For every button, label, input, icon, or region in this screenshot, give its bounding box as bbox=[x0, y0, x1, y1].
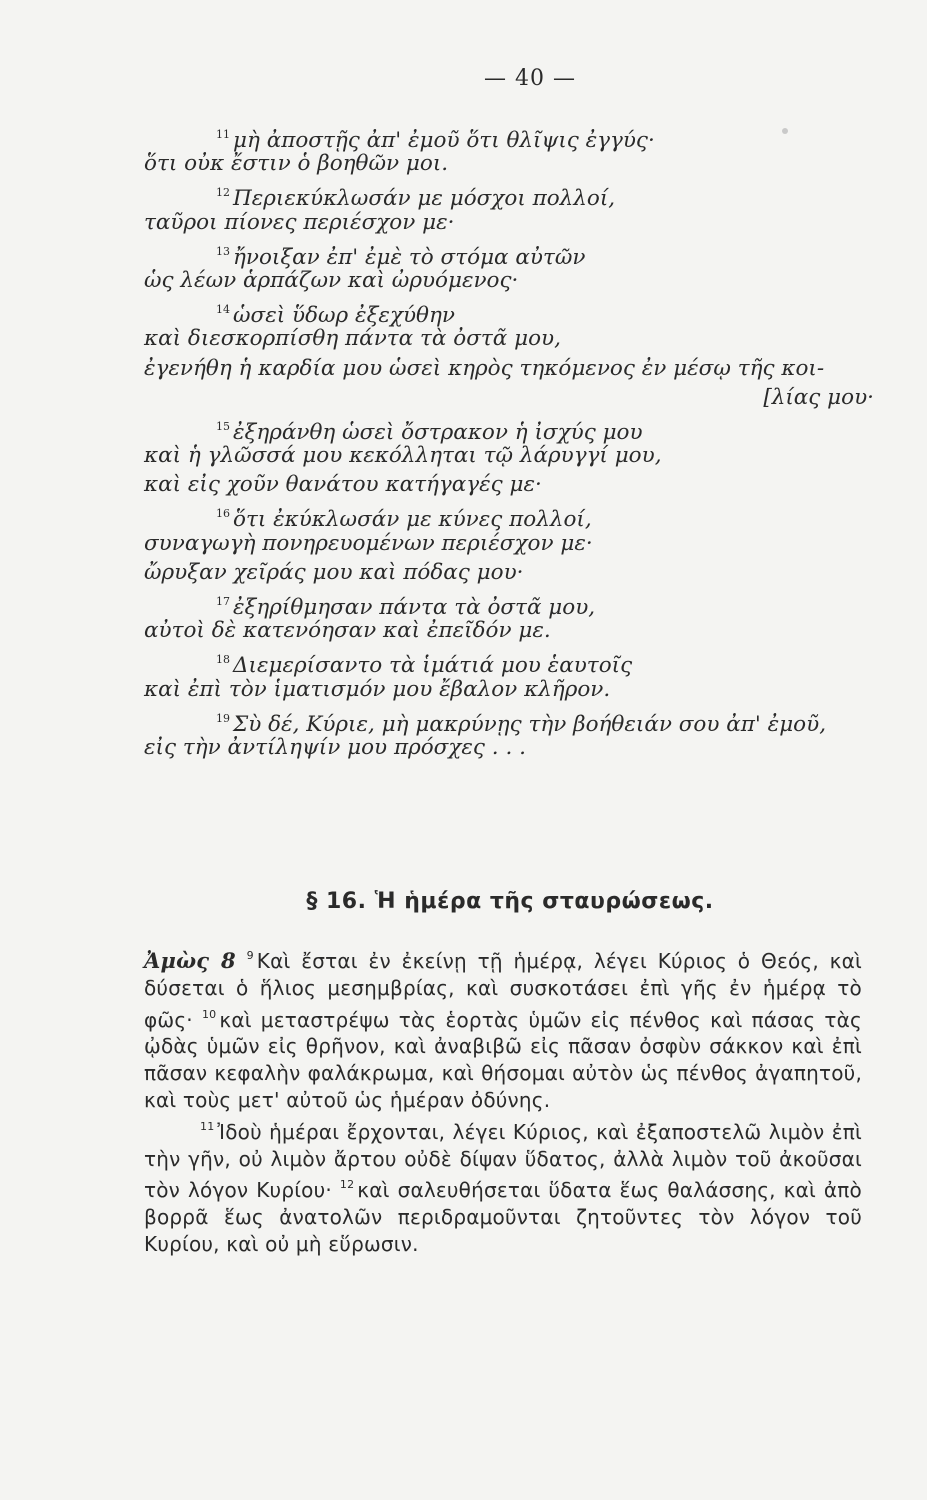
verse-number: 19 bbox=[216, 711, 230, 725]
psalm-line bbox=[144, 441, 904, 470]
psalm-line bbox=[144, 266, 904, 295]
amos-paragraph bbox=[144, 1114, 862, 1258]
psalm-line-text: ἤνοιξαν ἐπ' ἐμὲ τὸ στόμα αὐτῶν bbox=[233, 244, 586, 270]
psalm-line bbox=[144, 587, 904, 620]
verse-text: Ἰδοὺ ἡμέραι ἔρχονται, λέγει Κύριος, καὶ ἐξαποστελῶ λιμὸν ἐπὶ τὴν γῆν, οὐ λιμὸν ἄρτου οὐδὲ δίψαν ὕδατος, ἀλλὰ λιμὸν τοῦ ἀκοῦσαι τὸν λόγον Κυρίου· bbox=[144, 1119, 862, 1203]
verse-number: 11 bbox=[216, 128, 230, 141]
verse-number: 12 bbox=[339, 1178, 355, 1192]
psalm-line bbox=[144, 733, 904, 762]
psalm-line-text: ἐξηρίθμησαν πάντα τὰ ὀστᾶ μου, bbox=[233, 595, 596, 620]
psalm-line-text: ὡς λέων ἁρπάζων καὶ ὠρυόμενος· bbox=[144, 267, 519, 293]
verse-number: 17 bbox=[216, 595, 230, 608]
psalm-line-text: ἐξηράνθη ὡσεὶ ὄστρακον ἡ ἰσχύς μου bbox=[233, 419, 643, 445]
section-title: Ἡ ἡμέρα τῆς σταυρώσεως. bbox=[374, 889, 714, 914]
psalm-line-text: καὶ διεσκορπίσθη πάντα τὰ ὀστᾶ μου, bbox=[144, 326, 561, 352]
psalm-line-text: ταῦροι πίονες περιέσχον με· bbox=[144, 209, 455, 235]
psalm-line-text: ὤρυξαν χεῖράς μου καὶ πόδας μου· bbox=[144, 559, 524, 585]
scripture-reference: Ἀμὼς 8 bbox=[144, 948, 236, 973]
psalm-line bbox=[144, 645, 904, 679]
amos-paragraph bbox=[144, 943, 862, 1114]
psalm-line bbox=[144, 120, 904, 153]
psalm-line bbox=[144, 704, 904, 737]
psalm-line-text: ὅτι οὐκ ἔστιν ὁ βοηθῶν μοι. bbox=[144, 151, 449, 177]
psalm-line bbox=[144, 354, 904, 383]
psalm-line bbox=[144, 412, 904, 445]
psalm-line bbox=[144, 178, 904, 212]
psalm-line-text: ὅτι ἐκύκλωσάν με κύνες πολλοί, bbox=[233, 507, 592, 533]
psalm-line-text: αὐτοὶ δὲ κατενόησαν καὶ ἐπεῖδόν με. bbox=[144, 618, 551, 644]
psalm-line-text: μὴ ἀποστῇς ἀπ' ἐμοῦ ὅτι θλῖψις ἐγγύς· bbox=[233, 128, 655, 153]
psalm-line-text: καὶ ἐπὶ τὸν ἱματισμόν μου ἔβαλον κλῆρον. bbox=[144, 676, 611, 702]
psalm-line bbox=[144, 149, 904, 178]
verse-number: 9 bbox=[246, 949, 254, 962]
psalm-line bbox=[144, 295, 904, 329]
verse-text: καὶ σαλευθήσεται ὕδατα ἕως θαλάσσης, καὶ ἀπὸ βορρᾶ ἕως ἀνατολῶν περιδραμοῦνται ζητοῦντες τὸν λόγον τοῦ Κυρίου, καὶ οὐ μὴ εὕρωσιν. bbox=[144, 1178, 862, 1256]
verse-number: 16 bbox=[216, 507, 230, 521]
psalm-line bbox=[144, 324, 904, 353]
verse-number: 13 bbox=[216, 244, 230, 258]
psalm-line bbox=[144, 616, 904, 645]
psalm-line bbox=[144, 558, 904, 587]
psalm-line bbox=[144, 529, 904, 558]
psalm-line bbox=[144, 470, 904, 499]
psalm-line-text: συναγωγὴ πονηρευομένων περιέσχον με· bbox=[144, 530, 593, 556]
psalm-line bbox=[144, 383, 904, 412]
psalm-line-text: καὶ εἰς χοῦν θανάτου κατήγαγές με· bbox=[144, 472, 542, 498]
psalm-line-text: καὶ ἡ γλῶσσά μου κεκόλληται τῷ λάρυγγί μου, bbox=[144, 443, 662, 469]
verse-number: 11 bbox=[200, 1119, 215, 1133]
section-heading bbox=[0, 889, 927, 914]
psalm-passage bbox=[144, 120, 904, 762]
psalm-line-text: [λίας μου· bbox=[763, 384, 874, 410]
psalm-line-text: εἰς τὴν ἀντίληψίν μου πρόσχες . . . bbox=[144, 734, 526, 760]
psalm-line-text: ὡσεὶ ὕδωρ ἐξεχύθην bbox=[233, 303, 455, 329]
verse-text: Καὶ ἔσται ἐν ἐκείνῃ τῇ ἡμέρᾳ, λέγει Κύριος ὁ Θεός, καὶ δύσεται ὁ ἥλιος μεσημβρίας, καὶ συσκοτάσει ἐπὶ γῆς ἐν ἡμέρᾳ τὸ φῶς· bbox=[144, 949, 862, 1032]
verse-number: 15 bbox=[216, 419, 230, 433]
psalm-line bbox=[144, 499, 904, 533]
amos-passage bbox=[144, 943, 862, 1258]
psalm-line-text: Περιεκύκλωσάν με μόσχοι πολλοί, bbox=[233, 186, 616, 212]
psalm-line bbox=[144, 208, 904, 237]
verse-number: 18 bbox=[216, 653, 230, 667]
psalm-line-text: Διεμερίσαντο τὰ ἱμάτιά μου ἑαυτοῖς bbox=[233, 653, 633, 679]
verse-number: 14 bbox=[216, 303, 230, 317]
psalm-line bbox=[144, 675, 904, 704]
verse-number: 12 bbox=[216, 186, 230, 200]
page-number: — 40 — bbox=[484, 66, 576, 91]
psalm-line-text: Σὺ δέ, Κύριε, μὴ μακρύνῃς τὴν βοήθειάν σου ἀπ' ἐμοῦ, bbox=[233, 711, 827, 737]
section-number: § 16. bbox=[306, 889, 367, 914]
psalm-line-text: ἐγενήθη ἡ καρδία μου ὡσεὶ κηρὸς τηκόμενος ἐν μέσῳ τῆς κοι- bbox=[144, 355, 825, 381]
verse-text: καὶ μεταστρέψω τὰς ἑορτὰς ὑμῶν εἰς πένθος καὶ πάσας τὰς ᾠδὰς ὑμῶν εἰς θρῆνον, καὶ ἀναβιβῶ εἰς πᾶσαν ὀσφὺν σάκκον καὶ ἐπὶ πᾶσαν κεφαλὴν φαλάκρωμα, καὶ θήσομαι αὐτὸν ὡς πένθος ἀγαπητοῦ, καὶ τοὺς μετ' αὐτοῦ ὡς ἡμέραν ὀδύνης. bbox=[144, 1007, 862, 1112]
verse-number: 10 bbox=[201, 1007, 217, 1021]
psalm-line bbox=[144, 237, 904, 270]
